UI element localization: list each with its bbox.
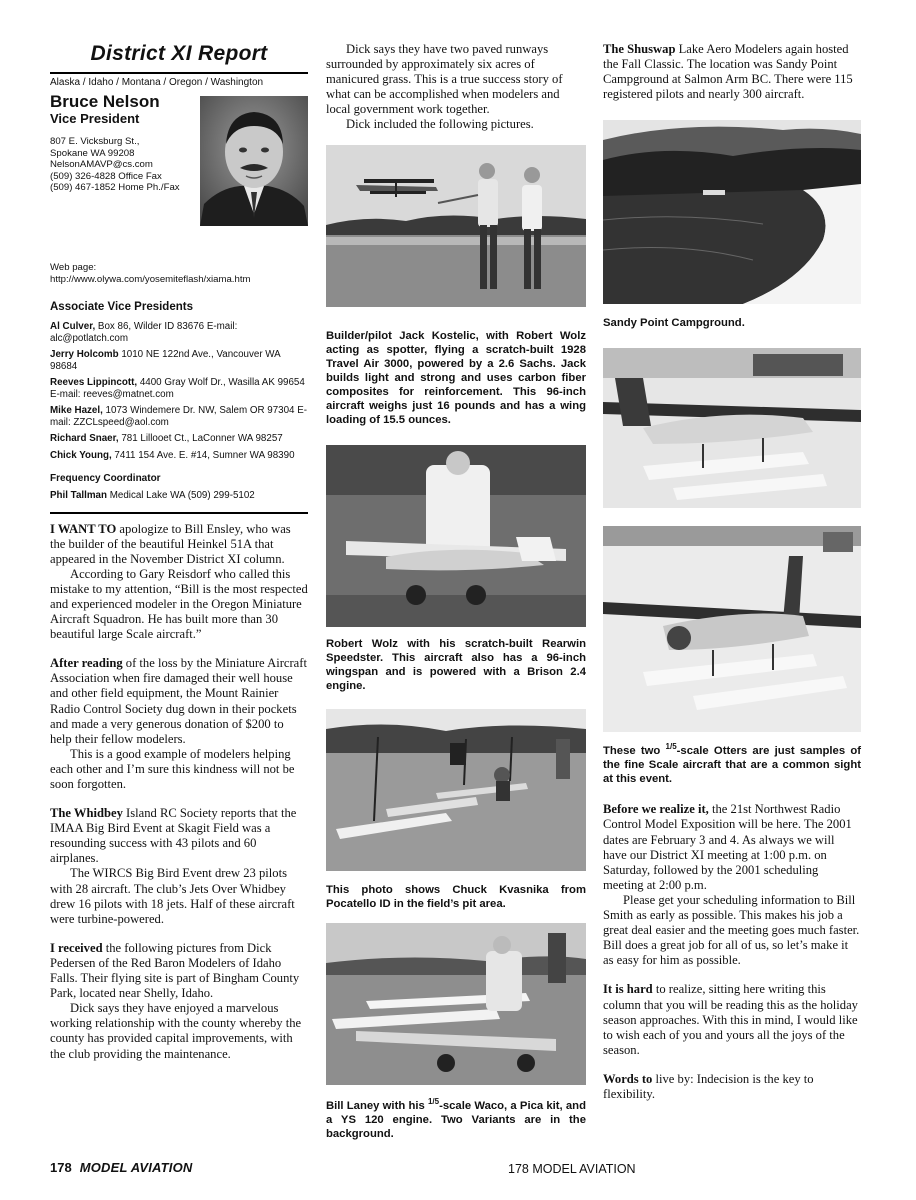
footer-center-text: 178 MODEL AVIATION [508,1162,636,1176]
column-middle [326,42,586,1141]
avp-details: 4400 Gray Wolf Dr., Wasilla AK 99654 E-mail: reeves@matnet.com [50,377,305,400]
avp-name: Chick Young, [50,449,112,461]
frequency-coordinator [50,490,308,502]
avp-entry [50,377,308,400]
lead-in: Words to [603,1071,653,1086]
photo-caption [603,744,861,786]
magazine-name: MODEL AVIATION [79,1160,193,1175]
avp-heading: Associate Vice Presidents [50,301,193,313]
lead-in: The Whidbey [50,806,123,821]
district-states: Alaska / Idaho / Montana / Oregon / Washington [50,72,308,88]
paragraph: Dick included the following pictures. [346,117,534,132]
paragraph [603,42,861,102]
paragraph [603,1072,861,1102]
fraction: 1/5 [665,742,677,752]
paragraph: This is a good example of modelers helping each other and I’m sure this kindness will not be soon forgotten. [50,746,295,791]
paragraph: According to Gary Reisdorf who called this mistake to my attention, “Bill is the most respected and experienced modeler in the Oregon Miniature Aircraft Squadron. He has built more than 30 beautiful large Scale aircraft.” [50,566,308,642]
caption-text: -scale Waco, a Pica kit, and a YS 120 engine. Two Variants are in the background. [326,1099,586,1140]
vp-portrait-photo [200,96,308,226]
paragraph-text: live by: Indecision is the key to flexibility. [603,1071,814,1101]
vp-role: Vice President [50,111,140,126]
paragraph-text: of the loss by the Miniature Aircraft Association when fire damaged their well house and other field equipment, the Mount Rainier Radio Control Society dug down in their pockets and made a very generous donation of $200 to help their fellow modelers. [50,656,307,746]
photo-otter-floatplane-1 [603,348,861,508]
page-number: 178 [50,1160,72,1175]
avp-details: 1073 Windemere Dr. NW, Salem OR 97304 E-mail: ZZCLspeed@aol.com [50,405,308,428]
photo-caption: Builder/pilot Jack Kostelic, with Robert Wolz acting as spotter, flying a scratch-built 1928 Travel Air 3000, powered by a 2.6 Sachs. Jack builds light and strong and uses carbon fiber composites for reinforcement. This 96-inch aircraft weighs just 16 pounds and has a wing loading of 15.5 ounces. [326,329,586,426]
web-label: Web page: [50,262,97,273]
paragraph [603,982,861,1057]
paragraph-text: the following pictures from Dick Pedersen of the Red Baron Modelers of Idaho Falls. Their flying site is part of Bingham County Park, located near Shelly, Idaho. [50,940,300,1001]
paragraph-text: to realize, sitting here writing this column that you will be reading this as the holiday season approaches. With this in mind, I would like to wish each of you and yours all the joys of the season. [603,982,858,1057]
paragraph-text: the 21st Northwest Radio Control Model Exposition will be here. The 2001 dates are February 3 and 4. As always we will have our District XI meeting at 1:00 p.m. on Saturday, followed by the 2001 scheduling meeting at 2:00 p.m. [603,802,852,892]
avp-entry [50,349,308,372]
paragraph: Dick says they have two paved runways surrounded by approximately six acres of manicured grass. This is a true success story of what can be accomplished when modelers and local government work together. [326,42,563,117]
paragraph [50,522,308,567]
photo-pit-area [326,709,586,871]
fraction: 1/5 [427,1096,440,1106]
paragraph [50,806,308,866]
avp-entry [50,450,308,462]
avp-name: Mike Hazel, [50,405,103,416]
column-right [603,42,861,1102]
lead-in: Before we realize it, [603,802,709,817]
address-line: 807 E. Vicksburg St., [50,136,140,147]
freq-details: Medical Lake WA (509) 299-5102 [106,490,255,501]
photo-rearwin-speedster [326,445,586,627]
paragraph-text: Lake Aero Modelers again hosted the Fall Classic. The location was Sandy Point Campground at Salmon Arm BC. There were 115 registered pilots and nearly 300 aircraft. [603,42,853,102]
avp-details: 7411 154 Ave. E. #14, Sumner WA 98390 [111,449,295,461]
column-left [50,36,308,1062]
photo-travel-air-flying [326,145,586,307]
caption-text: These two [603,745,666,758]
freq-name: Phil Tallman [50,490,107,501]
paragraph: The WIRCS Big Bird Event drew 23 pilots with 28 aircraft. The club’s Jets Over Whidbey drew 16 pilots with 18 jets. Half of these aircraft were turbine-powered. [50,866,295,926]
vice-president-block [50,92,308,262]
paragraph-text: apologize to Bill Ensley, who was the builder of the beautiful Heinkel 51A that appeared in the November District XI column. [50,521,291,566]
page-folio [50,1160,193,1175]
vp-name: Bruce Nelson [50,92,160,111]
avp-details: 1010 NE 122nd Ave., Vancouver WA 98684 [50,349,281,372]
paragraph: Please get your scheduling information to Bill Smith as early as possible. This makes his job a great deal easier and the meeting goes much faster. Bill does a great job for all of us, so let’s make it as easy for him as possible. [603,892,860,968]
lead-in: After reading [50,656,123,671]
lead-in: I received [50,940,103,955]
web-url[interactable]: http://www.olywa.com/yosemiteflash/xiama.htm [50,273,251,285]
phone-line: (509) 326-4828 Office Fax [50,170,162,182]
avp-name: Al Culver, [50,321,96,332]
web-page [50,262,308,285]
avp-entry [50,433,308,445]
avp-details: 781 Lillooet Ct., LaConner WA 98257 [118,433,283,444]
paragraph [50,941,308,1001]
paragraph: Dick says they have enjoyed a marvelous working relationship with the county whereby the county has provided capital improvements, with the club providing the maintenance. [50,1001,302,1061]
report-title: District XI Report [90,42,268,65]
photo-waco [326,923,586,1085]
photo-caption [326,1096,586,1141]
photo-caption: Sandy Point Campground. [603,317,745,330]
photo-caption: Robert Wolz with his scratch-built Rearwin Speedster. This aircraft also has a 96-inch wingspan and is powered with a Brison 2.4 engine. [326,637,586,692]
avp-name: Jerry Holcomb [50,349,119,360]
avp-name: Richard Snaer, [50,433,119,444]
paragraph-text: Island RC Society reports that the IMAA Big Bird Event at Skagit Field was a resounding success with 43 pilots and 60 airplanes. [50,806,297,866]
paragraph [603,802,861,893]
address-line: Spokane WA 99208 [50,147,135,159]
avp-entry [50,405,308,428]
avp-details: Box 86, Wilder ID 83676 E-mail: alc@potlatch.com [50,321,238,344]
lead-in: The Shuswap [603,42,676,56]
paragraph [50,656,308,747]
caption-text: Bill Laney with his [326,1099,428,1112]
avp-entry [50,321,308,344]
phone-line: (509) 467-1852 Home Ph./Fax [50,182,180,193]
photo-caption: This photo shows Chuck Kvasnika from Pocatello ID in the field’s pit area. [326,883,586,910]
email-line: NelsonAMAVP@cs.com [50,159,153,170]
avp-name: Reeves Lippincott, [50,377,138,388]
lead-in: I WANT TO [50,521,117,536]
sidebar-divider [50,512,308,514]
caption-text: -scale Otters are just samples of the fine Scale aircraft that are a common sight at this event. [603,745,861,786]
photo-sandy-point-campground [603,120,861,304]
lead-in: It is hard [603,982,653,997]
frequency-heading: Frequency Coordinator [50,473,161,484]
photo-otter-floatplane-2 [603,526,861,732]
